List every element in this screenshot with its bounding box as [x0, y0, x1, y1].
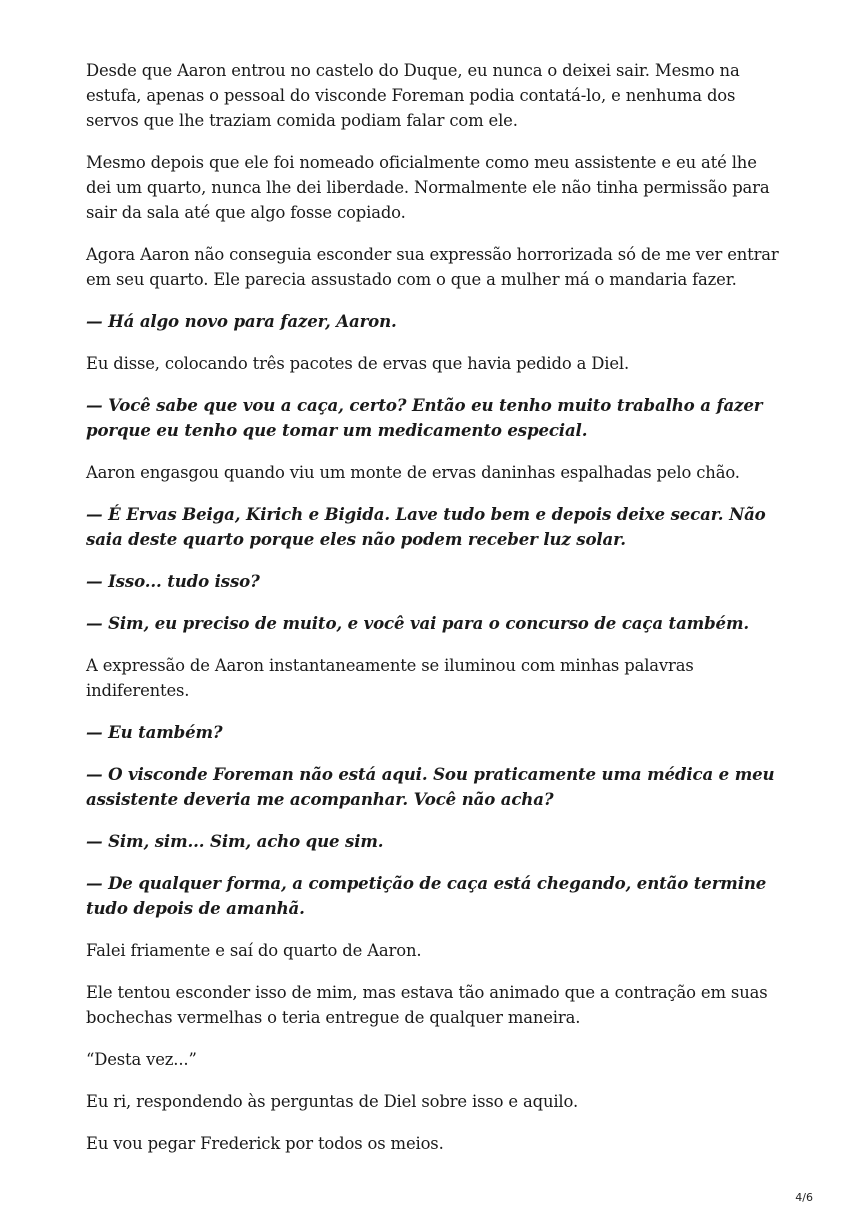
dialogue-line: — De qualquer forma, a competição de caça está chegando, então termine tudo depois de amanhã. — [86, 873, 767, 918]
dialogue-line: — Há algo novo para fazer, Aaron. — [86, 311, 397, 331]
dialogue-line: — O visconde Foreman não está aqui. Sou praticamente uma médica e meu assistente deveria me acompanhar. Você não acha? — [86, 764, 775, 809]
dialogue-line: — É Ervas Beiga, Kirich e Bigida. Lave tudo bem e depois deixe secar. Não saia deste quarto porque eles não podem receber luz solar. — [86, 504, 766, 549]
paragraph: Eu disse, colocando três pacotes de ervas que havia pedido a Diel. — [86, 354, 630, 373]
paragraph: “Desta vez...” — [86, 1050, 197, 1069]
dialogue-line: — Sim, eu preciso de muito, e você vai para o concurso de caça também. — [86, 613, 749, 633]
paragraph: Falei friamente e saí do quarto de Aaron. — [86, 941, 422, 960]
dialogue-line: — Isso... tudo isso? — [86, 571, 260, 591]
paragraph: Mesmo depois que ele foi nomeado oficialmente como meu assistente e eu até lhe dei um quarto, nunca lhe dei liberdade. Normalmente ele não tinha permissão para sair da sala até que algo fosse copiado. — [86, 153, 770, 222]
dialogue-line: — Sim, sim... Sim, acho que sim. — [86, 831, 384, 851]
paragraph: Ele tentou esconder isso de mim, mas estava tão animado que a contração em suas bochechas vermelhas o teria entregue de qualquer maneira. — [86, 983, 768, 1027]
paragraph: A expressão de Aaron instantaneamente se iluminou com minhas palavras indiferentes. — [86, 656, 694, 700]
paragraph: Aaron engasgou quando viu um monte de ervas daninhas espalhadas pelo chão. — [86, 463, 740, 482]
paragraph: Desde que Aaron entrou no castelo do Duque, eu nunca o deixei sair. Mesmo na estufa, apenas o pessoal do visconde Foreman podia contatá-lo, e nenhuma dos servos que lhe traziam comida podiam falar com ele. — [86, 61, 740, 130]
page-number: 4/6 — [795, 1191, 813, 1204]
paragraph: Agora Aaron não conseguia esconder sua expressão horrorizada só de me ver entrar em seu quarto. Ele parecia assustado com o que a mulher má o mandaria fazer. — [86, 245, 779, 289]
dialogue-line: — Você sabe que vou a caça, certo? Então eu tenho muito trabalho a fazer porque eu tenho que tomar um medicamento especial. — [86, 395, 763, 440]
document-page — [86, 58, 786, 1156]
dialogue-line: — Eu também? — [86, 722, 223, 742]
paragraph: Eu ri, respondendo às perguntas de Diel sobre isso e aquilo. — [86, 1092, 579, 1111]
paragraph: Eu vou pegar Frederick por todos os meios. — [86, 1134, 444, 1153]
